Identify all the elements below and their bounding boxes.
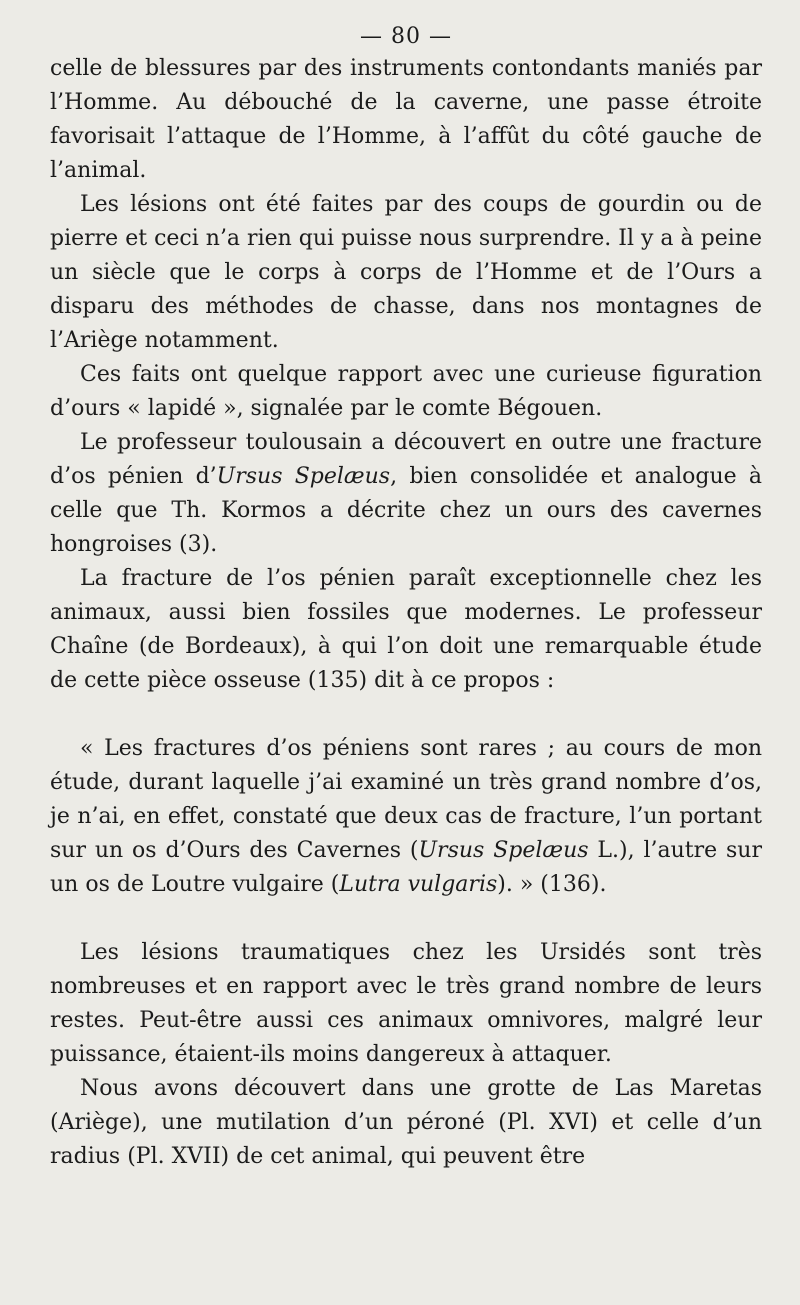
paragraph-ursides: Les lésions traumatiques chez les Ursidés sont très nombreuses et en rapport avec le très grand nombre de leurs restes. Peut-être aussi ces animaux omnivores, malgré leur puissance, étaient-ils moins dangereux à attaquer. <box>50 940 762 1067</box>
paragraph-fracture-penien <box>50 426 762 562</box>
paragraph-chaine: La fracture de l’os pénien paraît exceptionnelle chez les animaux, aussi bien fossiles que modernes. Le professeur Chaîne (de Bordeaux), à qui l’on doit une remarquable étude de cette pièce osseuse (135) dit à ce propos : <box>50 566 762 693</box>
text-segment: L.), l’autre sur un os de Loutre vulgaire ( <box>50 838 762 897</box>
text-segment: « Les fractures d’os péniens sont rares ; au cours de mon étude, durant laquelle j’ai examiné un très grand nombre d’os, je n’ai, en effet, constaté que deux cas de fracture, l’un portant sur un os d’Ours des Cavernes ( <box>50 736 762 863</box>
paragraph-continuation: celle de blessures par des instruments contondants maniés par l’Homme. Au débouché de la caverne, une passe étroite favorisait l’attaque de l’Homme, à l’affût du côté gauche de l’animal. <box>50 56 762 183</box>
paragraph-las-maretas: Nous avons découvert dans une grotte de Las Maretas (Ariège), une mutilation d’un péroné (Pl. XVI) et celle d’un radius (Pl. XVII) de cet animal, qui peuvent être <box>50 1076 762 1169</box>
block-quote <box>50 732 762 902</box>
species-name: Lutra vulgaris <box>339 872 498 897</box>
species-name: Ursus Spelæus <box>216 464 391 489</box>
spacer <box>50 902 762 936</box>
text-segment: , bien consolidée et analogue à celle que Th. Kormos a décrite chez un ours des cavernes hongroises (3). <box>50 464 762 557</box>
spacer <box>50 698 762 732</box>
page-number: — 80 — <box>360 24 452 49</box>
paragraph-lesions: Les lésions ont été faites par des coups de gourdin ou de pierre et ceci n’a rien qui puisse nous surprendre. Il y a à peine un siècle que le corps à corps de l’Homme et de l’Ours a disparu des méthodes de chasse, dans nos montagnes de l’Ariège notamment. <box>50 192 762 353</box>
text-segment: Le professeur toulousain a découvert en outre une fracture d’os pénien d’ <box>50 430 762 489</box>
species-name: Ursus Spelæus <box>418 838 589 863</box>
text-segment: ). » (136). <box>497 872 607 897</box>
body-text <box>50 52 762 1174</box>
paragraph-ours-lapide: Ces faits ont quelque rapport avec une curieuse figuration d’ours « lapidé », signalée par le comte Bégouen. <box>50 362 762 421</box>
